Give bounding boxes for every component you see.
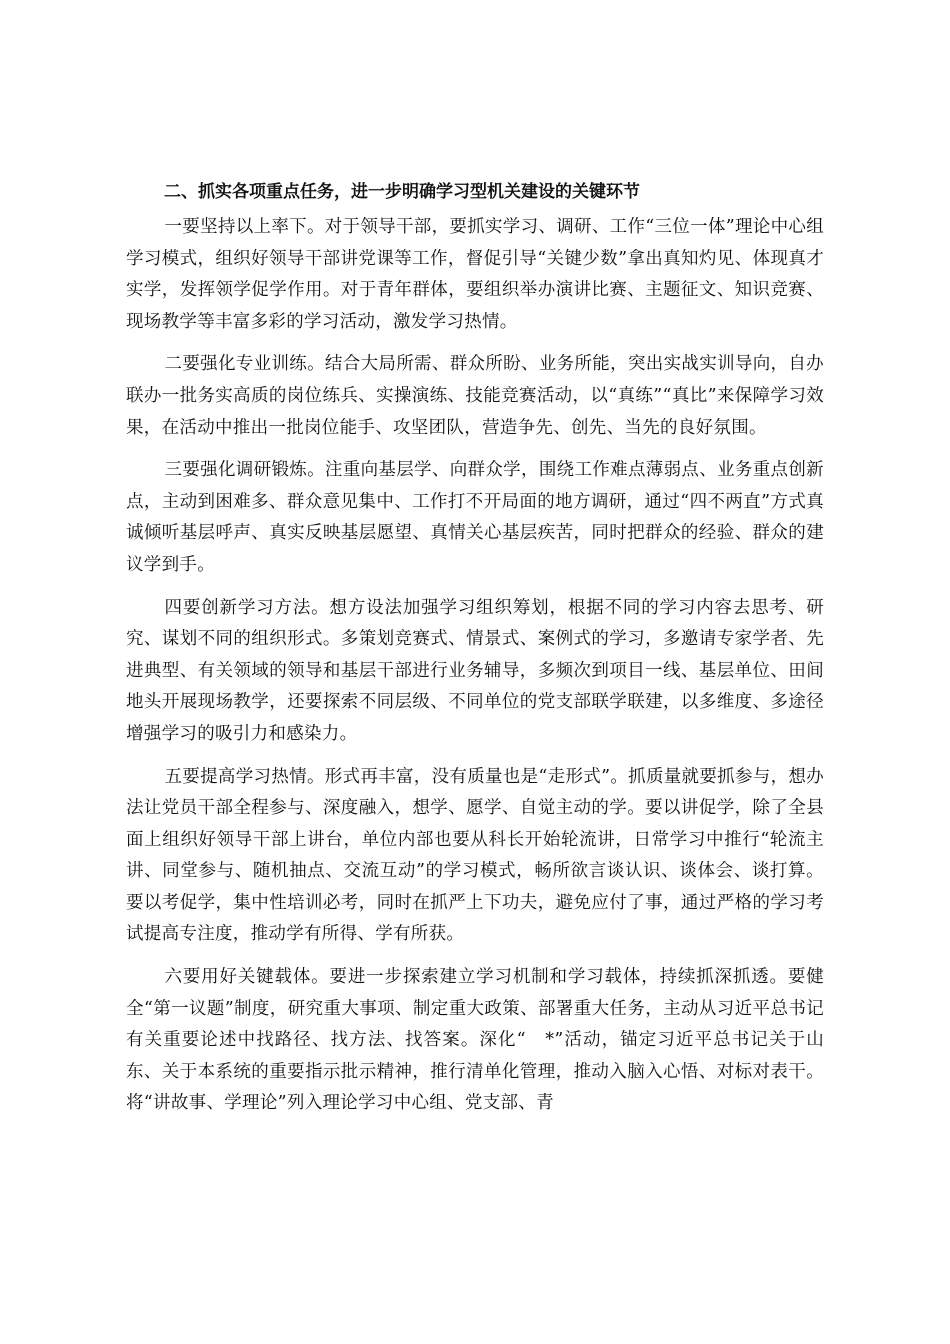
document-body (126, 176, 824, 1131)
paragraph-4: 四要创新学习方法。想方设法加强学习组织筹划，根据不同的学习内容去思考、研究、谋划不同的组织形式。多策划竞赛式、情景式、案例式的学习，多邀请专家学者、先进典型、有关领域的领导和基层干部进行业务辅导，多频次到项目一线、基层单位、田间地头开展现场教学，还要探索不同层级、不同单位的党支部联学联建，以多维度、多途径增强学习的吸引力和感染力。 (126, 597, 824, 744)
paragraph-2: 二要强化专业训练。结合大局所需、群众所盼、业务所能，突出实战实训导向，自办联办一批务实高质的岗位练兵、实操演练、技能竞赛活动，以“真练”“真比”来保障学习效果，在活动中推出一批岗位能手、攻坚团队，营造争先、创先、当先的良好氛围。 (126, 354, 824, 438)
paragraph-5: 五要提高学习热情。形式再丰富，没有质量也是“走形式”。抓质量就要抓参与，想办法让党员干部全程参与、深度融入，想学、愿学、自觉主动的学。要以讲促学，除了全县面上组织好领导干部上讲台，单位内部也要从科长开始轮流讲，日常学习中推行“轮流主讲、同堂参与、随机抽点、交流互动”的学习模式，畅所欲言谈认识、谈体会、谈打算。要以考促学，集中性培训必考，同时在抓严上下功夫，避免应付了事，通过严格的学习考试提高专注度，推动学有所得、学有所获。 (126, 766, 824, 945)
paragraph-1: 一要坚持以上率下。对于领导干部，要抓实学习、调研、工作“三位一体”理论中心组学习模式，组织好领导干部讲党课等工作，督促引导“关键少数”拿出真知灼见、体现真才实学，发挥领学促学作用。对于青年群体，要组织举办演讲比赛、主题征文、知识竞赛、现场教学等丰富多彩的学习活动，激发学习热情。 (126, 217, 824, 332)
paragraph-3: 三要强化调研锻炼。注重向基层学、向群众学，围绕工作难点薄弱点、业务重点创新点，主动到困难多、群众意见集中、工作打不开局面的地方调研，通过“四不两直”方式真诚倾听基层呼声、真实反映基层愿望、真情关心基层疾苦，同时把群众的经验、群众的建议学到手。 (126, 460, 824, 575)
section-heading: 二、抓实各项重点任务，进一步明确学习型机关建设的关键环节 (164, 182, 640, 202)
paragraph-6: 六要用好关键载体。要进一步探索建立学习机制和学习载体，持续抓深抓透。要健全“第一议题”制度，研究重大事项、制定重大政策、部署重大任务，主动从习近平总书记有关重要论述中找路径、找方法、找答案。深化“ *”活动，锚定习近平总书记关于山东、关于本系统的重要指示批示精神，推行清单化管理，推动入脑入心悟、对标对表干。将“讲故事、学理论”列入理论学习中心组、党支部、青 (126, 967, 824, 1114)
